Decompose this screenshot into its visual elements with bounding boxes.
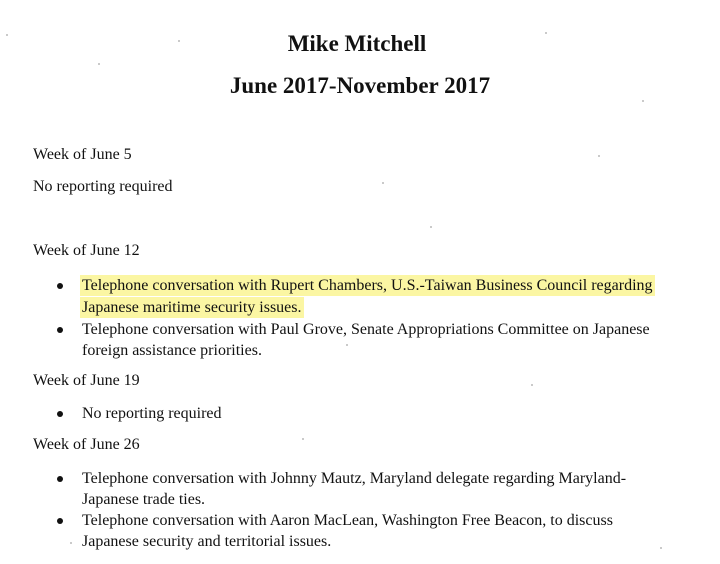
list-item [56,403,696,424]
list-item [56,275,696,318]
scan-speck [531,384,533,386]
list-item-text: Telephone conversation with Paul Grove, Senate Appropriations Committee on Japanese [82,321,650,338]
bullet-icon [57,411,63,417]
no-reporting-note: No reporting required [33,178,173,195]
scan-speck [430,226,432,228]
scan-speck [98,63,100,65]
bullet-icon [57,518,63,524]
scan-speck [6,34,8,36]
bullet-list [56,275,696,361]
bullet-icon [57,476,63,482]
highlighted-text: Japanese maritime security issues. [82,299,302,316]
week-heading: Week of June 26 [33,436,140,453]
document-title: Mike Mitchell [287,31,427,56]
scan-speck [382,182,384,184]
scan-speck [598,155,600,157]
list-item-text: No reporting required [82,405,222,422]
list-item-text: Telephone conversation with Johnny Mautz, Maryland delegate regarding Maryland- [82,470,627,487]
bullet-icon [57,283,63,289]
list-item [56,468,696,510]
scan-speck [70,542,72,544]
scan-speck [660,547,662,549]
week-heading: Week of June 19 [33,372,140,389]
list-item [56,510,696,552]
scan-speck [302,438,304,440]
list-item-text: foreign assistance priorities. [82,342,262,359]
list-item-text: Japanese security and territorial issues. [82,533,332,550]
scan-speck [346,344,348,346]
list-item-text: Japanese trade ties. [82,491,206,508]
bullet-icon [57,327,63,333]
highlighted-text: Telephone conversation with Rupert Chambers, U.S.-Taiwan Business Council regarding [82,277,653,294]
list-item [56,319,696,361]
bullet-list [56,403,696,424]
scan-speck [545,32,547,34]
bullet-list [56,468,696,552]
list-item-text: Telephone conversation with Aaron MacLean, Washington Free Beacon, to discuss [82,512,613,529]
scan-speck [178,40,180,42]
date-range-heading: June 2017-November 2017 [229,73,491,98]
week-heading: Week of June 12 [33,242,140,259]
week-heading: Week of June 5 [33,146,132,163]
scan-speck [642,100,644,102]
